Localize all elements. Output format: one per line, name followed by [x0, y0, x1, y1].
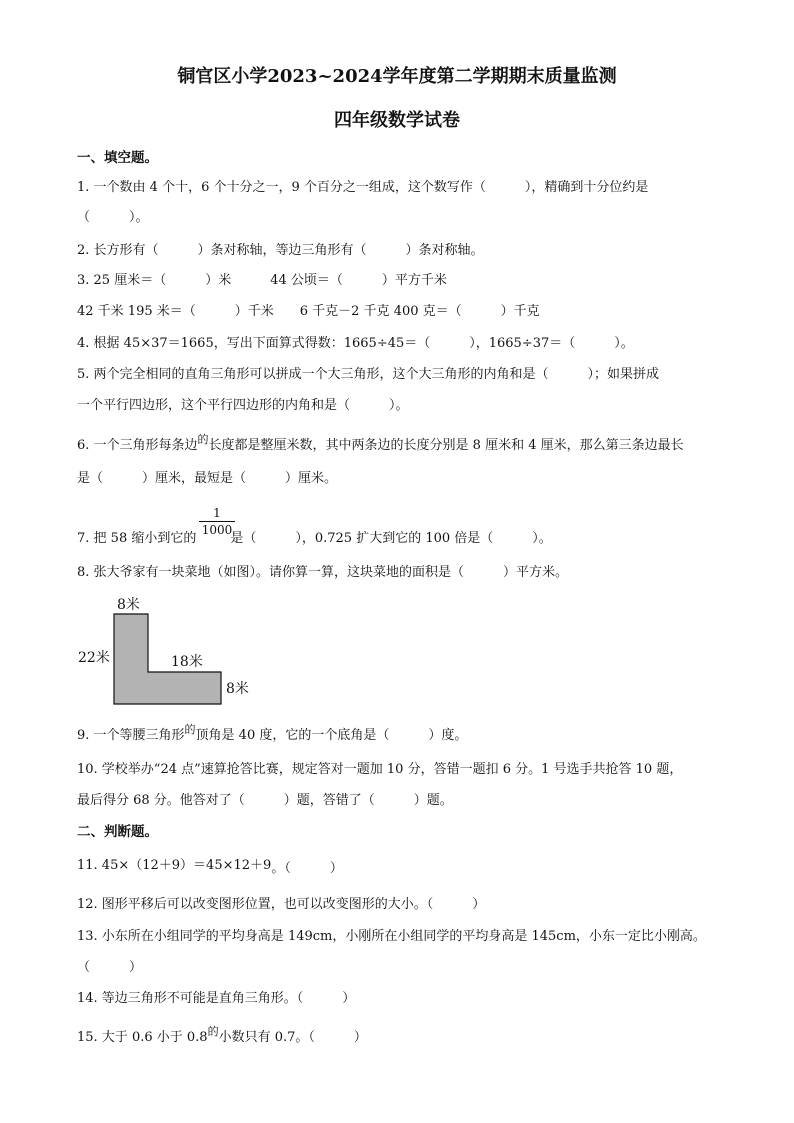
question-4: 4. 根据 45×37＝1665，写出下面算式得数：1665÷45＝（ ），1665÷37＝（ ）。 — [77, 336, 634, 351]
exam-subtitle: 四年级数学试卷 — [334, 110, 460, 131]
fraction-bar — [199, 521, 235, 522]
question-10-line-1: 10. 学校举办“24 点”速算抢答比赛，规定答对一题加 10 分，答错一题扣 6 分。1 号选手共抢答 10 题， — [77, 762, 683, 777]
question-6-superscript: 的 — [197, 433, 209, 446]
question-1-line-1: 1. 一个数由 4 个十，6 个十分之一，9 个百分之一组成，这个数写作（ ），精确到十分位约是 — [77, 180, 649, 195]
question-13-line-1: 13. 小东所在小组同学的平均身高是 149cm，小刚所在小组同学的平均身高是 145cm，小东一定比小刚高。 — [77, 929, 706, 944]
figure-label-right-height: 8米 — [226, 681, 249, 697]
question-9 — [77, 723, 468, 744]
question-5-line-1: 5. 两个完全相同的直角三角形可以拼成一个大三角形，这个大三角形的内角和是（ ）；如果拼成 — [77, 367, 660, 382]
figure-label-inner-length: 18米 — [171, 654, 203, 670]
section-true-false: 二、判断题。 — [77, 824, 158, 840]
exam-title: 铜官区小学2023~2024学年度第二学期期末质量监测 — [177, 66, 617, 87]
question-9-superscript: 的 — [184, 723, 196, 736]
question-3-line-2: 42 千米 195 米＝（ ）千米 6 千克－2 千克 400 克＝（ ）千克 — [77, 304, 540, 319]
question-15 — [77, 1025, 367, 1046]
question-7 — [77, 531, 552, 547]
question-2: 2. 长方形有（ ）条对称轴，等边三角形有（ ）条对称轴。 — [77, 243, 484, 258]
question-12: 12. 图形平移后可以改变图形位置，也可以改变图形的大小。（ ） — [77, 897, 486, 912]
fraction-numerator: 1 — [213, 506, 221, 520]
question-6-line-1 — [77, 433, 684, 454]
question-15-superscript: 的 — [207, 1025, 219, 1038]
fraction-denominator: 1000 — [201, 523, 233, 537]
fraction-one-thousandth — [199, 506, 235, 537]
question-6-text-a: 6. 一个三角形每条边 — [77, 438, 198, 453]
question-6-line-2: 是（ ）厘米，最短是（ ）厘米。 — [77, 471, 338, 486]
question-11-answer-blank: 。（ ） — [271, 861, 343, 876]
figure-label-top-width: 8米 — [117, 597, 140, 613]
section-fill-in-blanks: 一、填空题。 — [77, 150, 158, 166]
figure-label-height: 22米 — [78, 650, 110, 666]
question-7-text-a: 7. 把 58 缩小到它的 — [77, 531, 197, 546]
question-3-line-1: 3. 25 厘米＝（ ）米 44 公顷＝（ ）平方千米 — [77, 273, 447, 288]
question-6-text-b: 长度都是整厘米数，其中两条边的长度分别是 8 厘米和 4 厘米，那么第三条边最长 — [208, 438, 684, 453]
question-5-line-2: 一个平行四边形，这个平行四边形的内角和是（ ）。 — [77, 398, 409, 413]
question-14: 14. 等边三角形不可能是直角三角形。（ ） — [77, 991, 356, 1006]
question-9-text-b: 顶角是 40 度，它的一个底角是（ ）度。 — [195, 728, 468, 743]
question-10-line-2: 最后得分 68 分。他答对了（ ）题，答错了（ ）题。 — [77, 793, 453, 808]
question-1-line-2: （ ）。 — [77, 210, 149, 225]
question-13-line-2: （ ） — [77, 960, 143, 975]
question-11 — [77, 858, 343, 874]
question-11-expression: 11. 45×（12＋9）＝45×12＋9 — [77, 858, 272, 873]
question-9-text-a: 9. 一个等腰三角形 — [77, 728, 185, 743]
question-8: 8. 张大爷家有一块菜地（如图）。请你算一算，这块菜地的面积是（ ）平方米。 — [77, 565, 569, 580]
l-shaped-plot — [114, 614, 221, 704]
question-15-text-a: 15. 大于 0.6 小于 0.8 — [77, 1030, 208, 1045]
question-7-text-b: 是（ ），0.725 扩大到它的 100 倍是（ ）。 — [230, 531, 552, 546]
question-15-text-b: 小数只有 0.7。（ ） — [218, 1030, 367, 1045]
